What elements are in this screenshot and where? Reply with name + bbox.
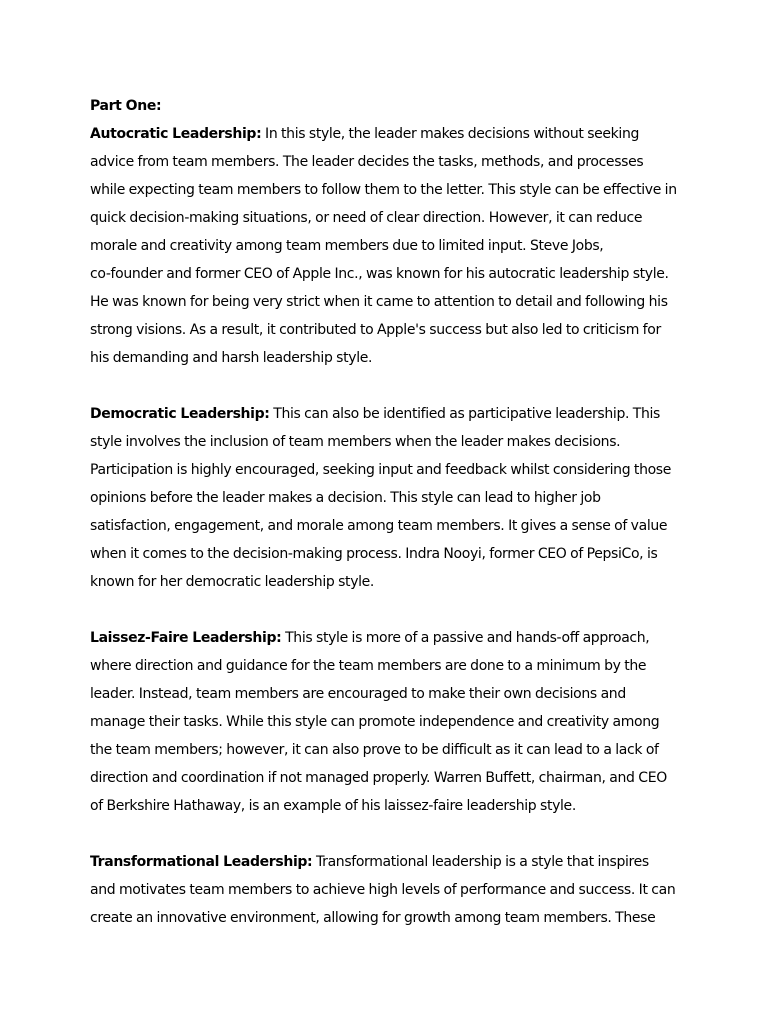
paragraph-line: manage their tasks. While this style can promote independence and creativity among (90, 714, 660, 730)
paragraph-line: Participation is highly encouraged, seeking input and feedback whilst considering those (90, 462, 672, 478)
section-autocratic (90, 120, 690, 372)
paragraph-line: opinions before the leader makes a decision. This style can lead to higher job (90, 490, 601, 506)
paragraph-line (90, 848, 690, 876)
line-text: Transformational leadership is a style that inspires (312, 854, 649, 870)
paragraph-line: known for her democratic leadership style. (90, 574, 375, 590)
paragraph-line: direction and coordination if not managed properly. Warren Buffett, chairman, and CEO (90, 770, 667, 786)
section-transformational (90, 848, 690, 932)
paragraph-line: strong visions. As a result, it contributed to Apple's success but also led to criticism for (90, 322, 661, 338)
paragraph-line: while expecting team members to follow them to the letter. This style can be effective in (90, 182, 677, 198)
paragraph-line: of Berkshire Hathaway, is an example of his laissez-faire leadership style. (90, 798, 576, 814)
line-text: This can also be identified as participative leadership. This (269, 406, 660, 422)
paragraph-line (90, 400, 690, 428)
paragraph-line: quick decision-making situations, or need of clear direction. However, it can reduce (90, 210, 643, 226)
paragraph-line: morale and creativity among team members due to limited input. Steve Jobs, (90, 238, 604, 254)
paragraph-line: style involves the inclusion of team members when the leader makes decisions. (90, 434, 621, 450)
paragraph-line: co-founder and former CEO of Apple Inc., was known for his autocratic leadership style. (90, 266, 669, 282)
section-term: Autocratic Leadership: (90, 126, 262, 142)
paragraph-line (90, 120, 690, 148)
section-laissez-faire (90, 624, 690, 820)
document-page (90, 92, 690, 960)
paragraph-line: his demanding and harsh leadership style. (90, 350, 373, 366)
paragraph-line: when it comes to the decision-making process. Indra Nooyi, former CEO of PepsiCo, is (90, 546, 658, 562)
paragraph-line: create an innovative environment, allowing for growth among team members. These (90, 910, 656, 926)
section-term: Democratic Leadership: (90, 406, 270, 422)
paragraph-line: where direction and guidance for the team members are done to a minimum by the (90, 658, 647, 674)
line-text: This style is more of a passive and hands-off approach, (281, 630, 650, 646)
paragraph-line: the team members; however, it can also prove to be difficult as it can lead to a lack of (90, 742, 659, 758)
paragraph-line: advice from team members. The leader decides the tasks, methods, and processes (90, 154, 644, 170)
section-term: Laissez-Faire Leadership: (90, 630, 282, 646)
section-democratic (90, 400, 690, 596)
paragraph-line: leader. Instead, team members are encouraged to make their own decisions and (90, 686, 626, 702)
line-text: In this style, the leader makes decisions without seeking (261, 126, 640, 142)
part-heading: Part One: (90, 98, 162, 114)
paragraph-line: and motivates team members to achieve high levels of performance and success. It can (90, 882, 676, 898)
paragraph-line: He was known for being very strict when it came to attention to detail and following his (90, 294, 668, 310)
paragraph-line: satisfaction, engagement, and morale among team members. It gives a sense of value (90, 518, 668, 534)
paragraph-line (90, 624, 690, 652)
section-term: Transformational Leadership: (90, 854, 313, 870)
